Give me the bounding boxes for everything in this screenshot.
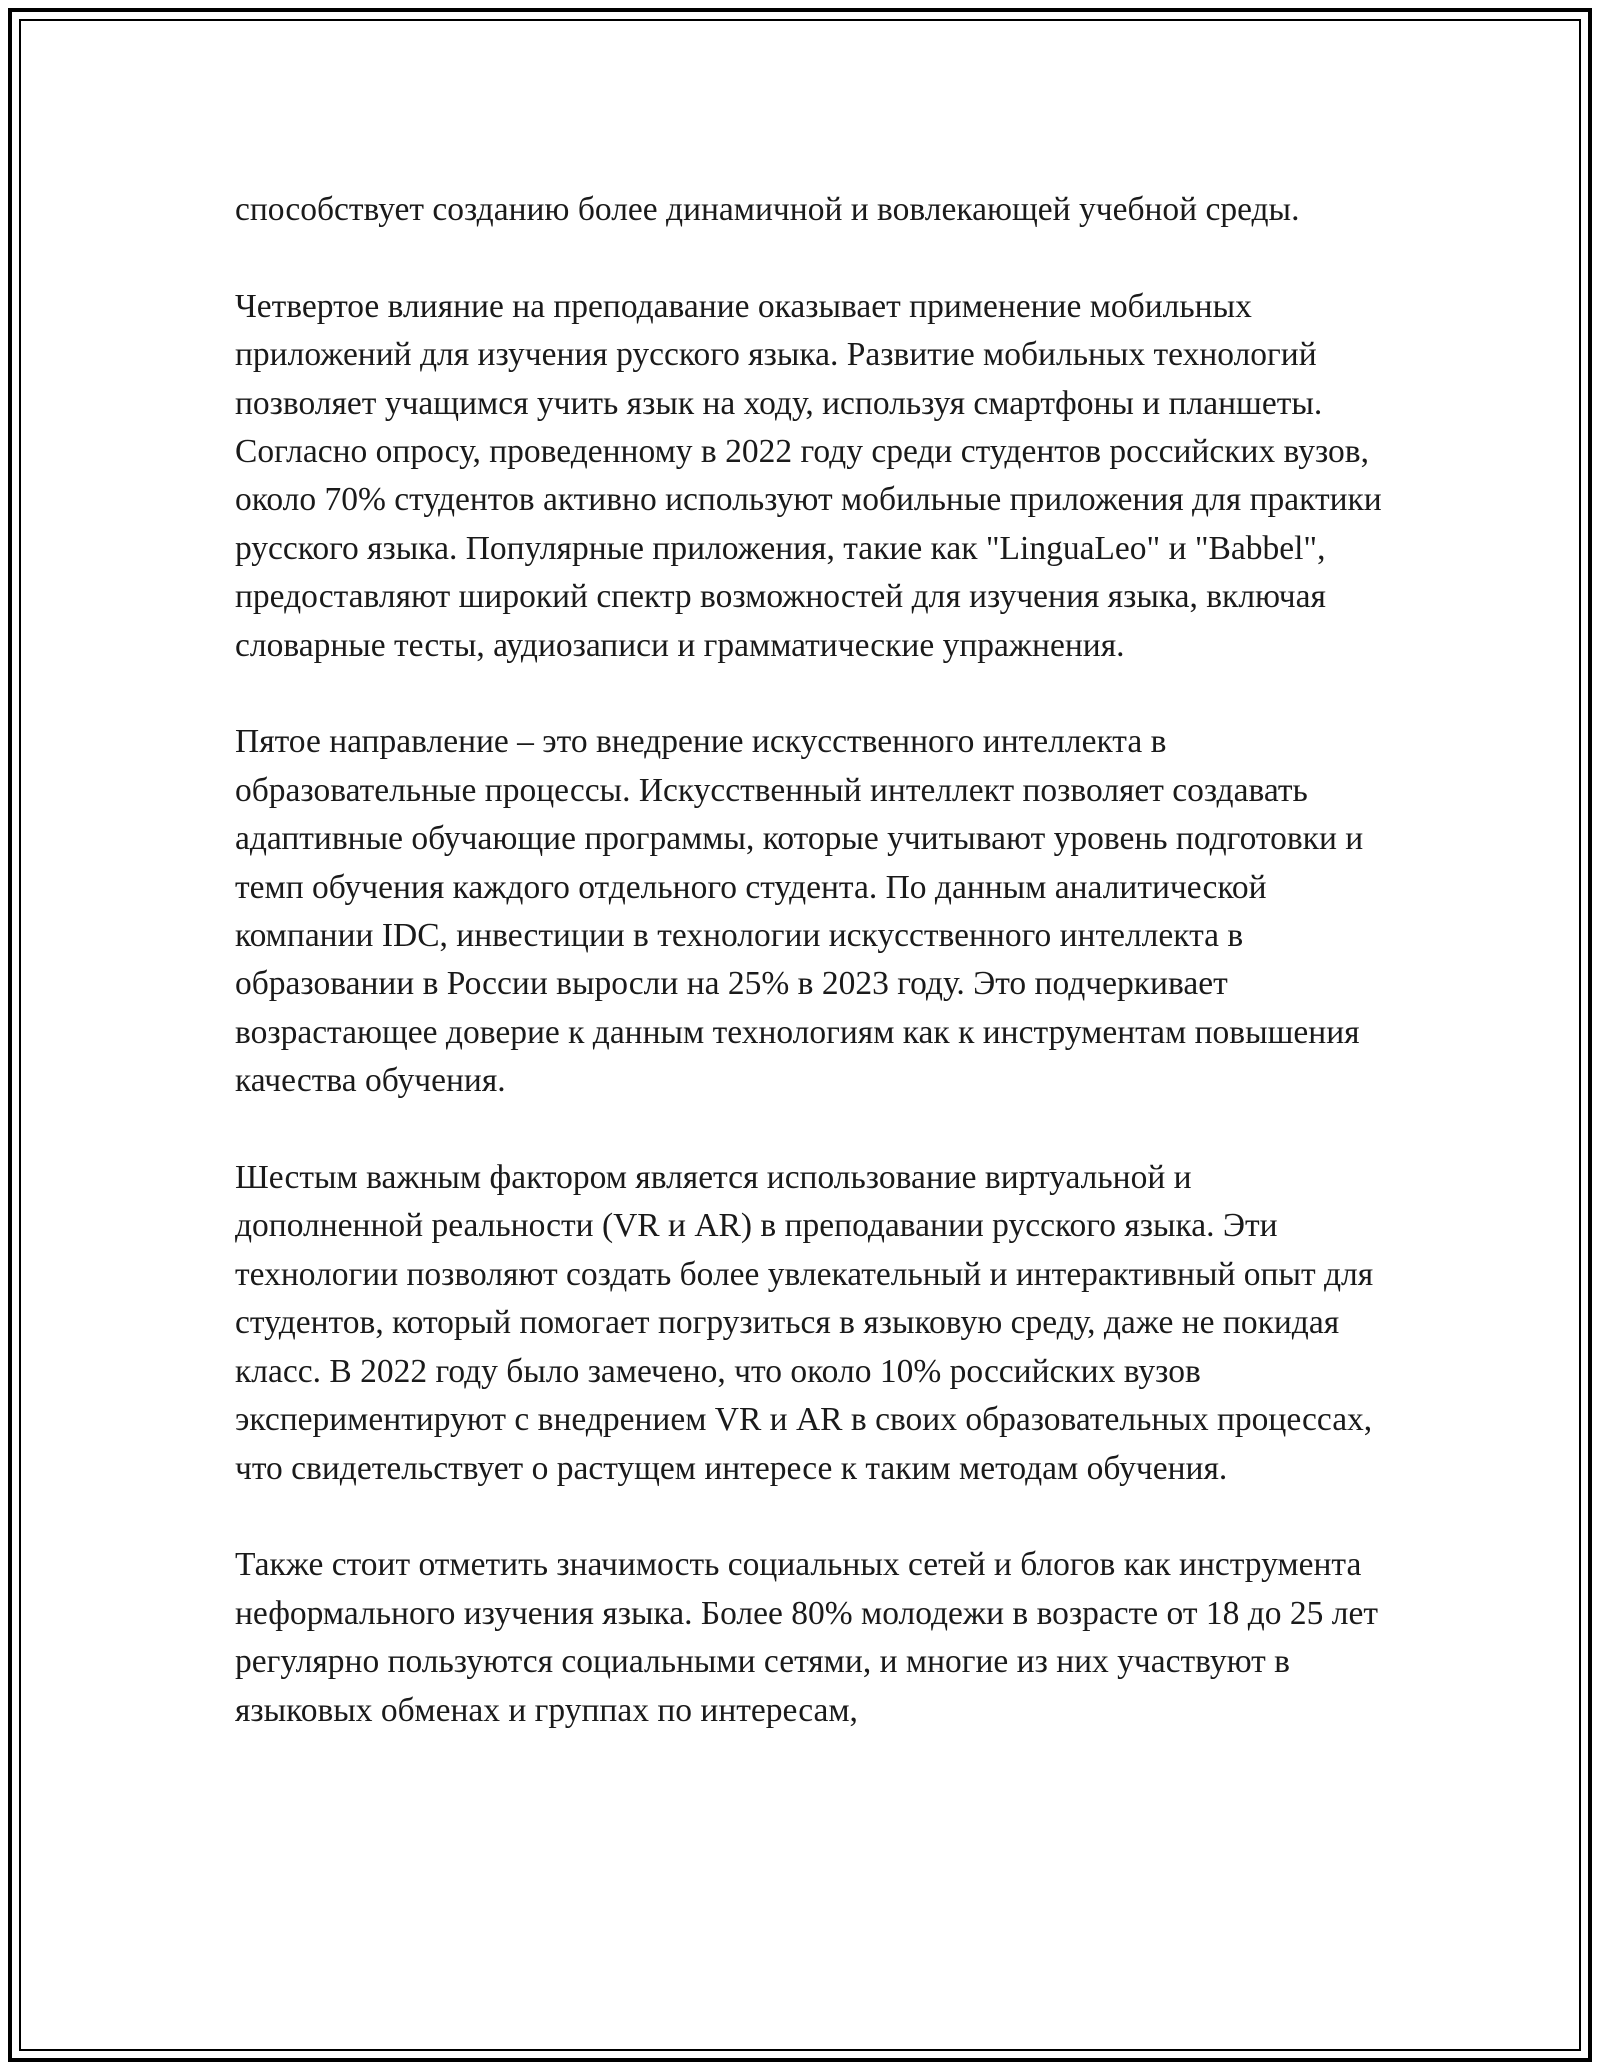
paragraph: Шестым важным фактором является использование виртуальной и дополненной реальности (VR и AR) в преподавании русского языка. Эти технологии позволяют создать более увлекательный и интерактивный опыт для студентов, который помогает погрузиться в языковую среду, даже не покидая класс. В 2022 году было замечено, что около 10% российских вузов экспериментируют с внедрением VR и AR в своих образовательных процессах, что свидетельствует о растущем интересе к таким методам обучения. bbox=[235, 1159, 1374, 1487]
paragraph: Четвертое влияние на преподавание оказывает применение мобильных приложений для изучения русского языка. Развитие мобильных технологий позволяет учащимся учить язык на ходу, используя смартфоны и планшеты. Согласно опросу, проведенному в 2022 году среди студентов российских вузов, около 70% студентов активно используют мобильные приложения для практики русского языка. Популярные приложения, такие как "LinguaLeo" и "Babbel", предоставляют широкий спектр возможностей для изучения языка, включая словарные тесты, аудиозаписи и грамматические упражнения. bbox=[235, 287, 1382, 664]
document-body bbox=[235, 186, 1385, 1735]
paragraph: Пятое направление – это внедрение искусственного интеллекта в образовательные процессы. Искусственный интеллект позволяет создавать адаптивные обучающие программы, которые учитывают уровень подготовки и темп обучения каждого отдельного студента. По данным аналитической компании IDC, инвестиции в технологии искусственного интеллекта в образовании в России выросли на 25% в 2023 году. Это подчеркивает возрастающее доверие к данным технологиям как к инструментам повышения качества обучения. bbox=[235, 723, 1364, 1100]
paragraph: способствует созданию более динамичной и вовлекающей учебной среды. bbox=[235, 191, 1300, 228]
paragraph: Также стоит отметить значимость социальных сетей и блогов как инструмента неформального изучения языка. Более 80% молодежи в возрасте от 18 до 25 лет регулярно пользуются социальными сетями, и многие из них участвуют в языковых обменах и группах по интересам, bbox=[235, 1546, 1378, 1729]
